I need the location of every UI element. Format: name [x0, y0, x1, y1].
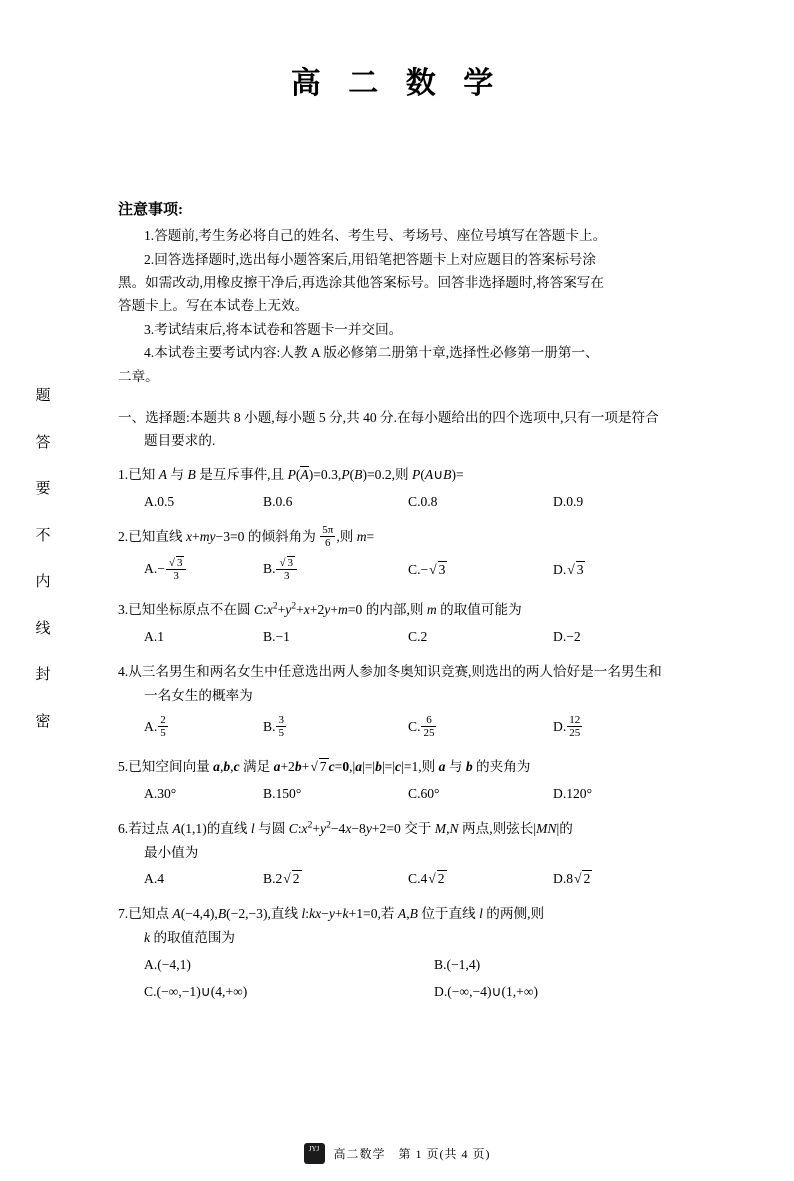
question-options	[118, 867, 698, 891]
option-d[interactable]: D.120°	[553, 786, 593, 802]
question-stem-cont: 一名女生的概率为	[144, 687, 253, 703]
option-a[interactable]: A. $\frac{2}{5}$	[144, 713, 166, 739]
notice-item: 2.回答选择题时,选出每小题答案后,用铅笔把答题卡上对应题目的答案标号涂	[144, 251, 596, 267]
notice-item: 1.答题前,考生务必将自己的姓名、考生号、考场号、座位号填写在答题卡上。	[144, 228, 607, 244]
side-char: 不	[35, 527, 51, 544]
page-title: 高 二 数 学	[290, 67, 504, 100]
option-d[interactable]: D. $\frac{12}{25}$	[553, 713, 581, 739]
question-options	[118, 625, 698, 649]
side-char: 题	[35, 388, 51, 404]
notice-item: 4.本试卷主要考试内容:人教 A 版必修第二册第十章,选择性必修第一册第一、	[144, 345, 599, 361]
notice-item: 黑。如需改动,用橡皮擦干净后,再选涂其他答案标号。回答非选择题时,将答案写在	[118, 275, 604, 291]
notice-item: 二章。	[118, 368, 159, 384]
option-d[interactable]: D.8√ 2	[553, 871, 591, 887]
notice-item: 答题卡上。写在本试卷上无效。	[118, 298, 309, 314]
notice-heading: 注意事项:	[118, 202, 183, 218]
question-stem-cont: k 的取值范围为	[144, 929, 236, 945]
question-stem: 1.已知 A 与 B 是互斥事件,且 P(A)=0.3,P(B)=0.2,则 P(A∪B)=	[118, 467, 464, 483]
option-b[interactable]: B. $\frac{3}{5}$	[263, 713, 284, 739]
option-b[interactable]: B.−1	[263, 628, 290, 644]
question-7	[118, 902, 698, 1003]
footer-inner	[301, 1143, 494, 1164]
side-char: 答	[35, 434, 51, 451]
option-c[interactable]: C.(−∞,−1)∪(4,+∞)	[144, 983, 248, 999]
option-a[interactable]: A.(−4,1)	[144, 956, 191, 972]
question-2	[118, 525, 698, 587]
publisher-logo-icon: JYJ	[304, 1143, 325, 1164]
section-heading	[118, 406, 698, 452]
option-d[interactable]: D.0.9	[553, 493, 584, 509]
side-char: 密	[35, 713, 51, 730]
option-c[interactable]: C.0.8	[408, 493, 438, 509]
side-vertical-text	[28, 388, 58, 760]
question-stem-cont: 最小值为	[144, 844, 199, 860]
notice-item: 3.考试结束后,将本试卷和答题卡一并交回。	[144, 321, 403, 337]
option-c[interactable]: C.4√ 2	[408, 871, 445, 887]
question-stem: 3.已知坐标原点不在圆 $C:x^2+y^2+x+2y+m=0$ 的内部,则 m 的取值可能为	[118, 601, 522, 618]
option-c[interactable]: C.2	[408, 628, 428, 644]
exam-content	[118, 198, 698, 1003]
question-1	[118, 463, 698, 514]
option-a[interactable]: A.30°	[144, 786, 177, 802]
option-c[interactable]: C.−√ 3	[408, 562, 446, 578]
page-footer	[0, 1143, 794, 1164]
question-options	[118, 490, 698, 514]
option-a[interactable]: A.0.5	[144, 493, 175, 509]
question-stem: 7.已知点 A(−4,4),B(−2,−3),直线 l:kx−y+k+1=0,若 A,B 位于直线 l 的两侧,则	[118, 906, 545, 922]
option-a[interactable]: A.4	[144, 871, 165, 887]
question-stem: 4.从三名男生和两名女生中任意选出两人参加冬奥知识竞赛,则选出的两人恰好是一名男生和	[118, 663, 662, 679]
option-b[interactable]: B.150°	[263, 786, 302, 802]
question-stem: 5.已知空间向量 a,b,c 满足 a+2b+√ 7 c=0,|a|=|b|=|c|=1,则 a 与 b 的夹角为	[118, 759, 531, 775]
option-b[interactable]: B. $\frac{√ 3}{3}$	[263, 557, 408, 582]
option-b[interactable]: B.2√ 2	[263, 871, 300, 887]
option-d[interactable]: D.√ 3	[553, 562, 584, 578]
question-6	[118, 817, 698, 891]
footer-text: 高二数学 第 1 页(共 4 页)	[333, 1147, 491, 1161]
question-options	[118, 782, 698, 806]
option-c[interactable]: C. $\frac{6}{25}$	[408, 713, 435, 739]
side-char: 封	[35, 667, 51, 683]
section-line-2: 题目要求的.	[144, 433, 216, 449]
side-char: 线	[35, 620, 51, 637]
option-b[interactable]: B.(−1,4)	[434, 956, 481, 972]
question-5	[118, 755, 698, 806]
question-stem: 2.已知直线 x+my−3=0 的倾斜角为 $\frac{5\pi}{6}$ ,则 m=	[118, 523, 375, 550]
question-3	[118, 598, 698, 649]
option-d[interactable]: D.−2	[553, 628, 581, 644]
question-options	[118, 553, 698, 587]
side-char: 要	[35, 481, 51, 497]
section-line-1: 一、选择题:本题共 8 小题,每小题 5 分,共 40 分.在每小题给出的四个选项中,只有一项是符合	[118, 409, 659, 425]
option-a[interactable]: A.− $\frac{√ 3}{3}$	[118, 557, 263, 582]
option-d[interactable]: D.(−∞,−4)∪(1,+∞)	[434, 983, 539, 999]
side-char: 内	[35, 574, 51, 590]
exam-page	[0, 58, 794, 1181]
option-a[interactable]: A.1	[144, 628, 165, 644]
question-options	[118, 710, 698, 744]
question-4	[118, 660, 698, 745]
question-stem: 6.若过点 A(1,1)的直线 l 与圆 $C:x^2+y^2-4x-8y+2=0$ 交于 M,N 两点,则弦长|MN|的	[118, 820, 573, 836]
question-options-row1	[118, 953, 698, 977]
option-c[interactable]: C.60°	[408, 786, 440, 802]
option-b[interactable]: B.0.6	[263, 493, 293, 509]
question-options-row2	[118, 980, 698, 1004]
